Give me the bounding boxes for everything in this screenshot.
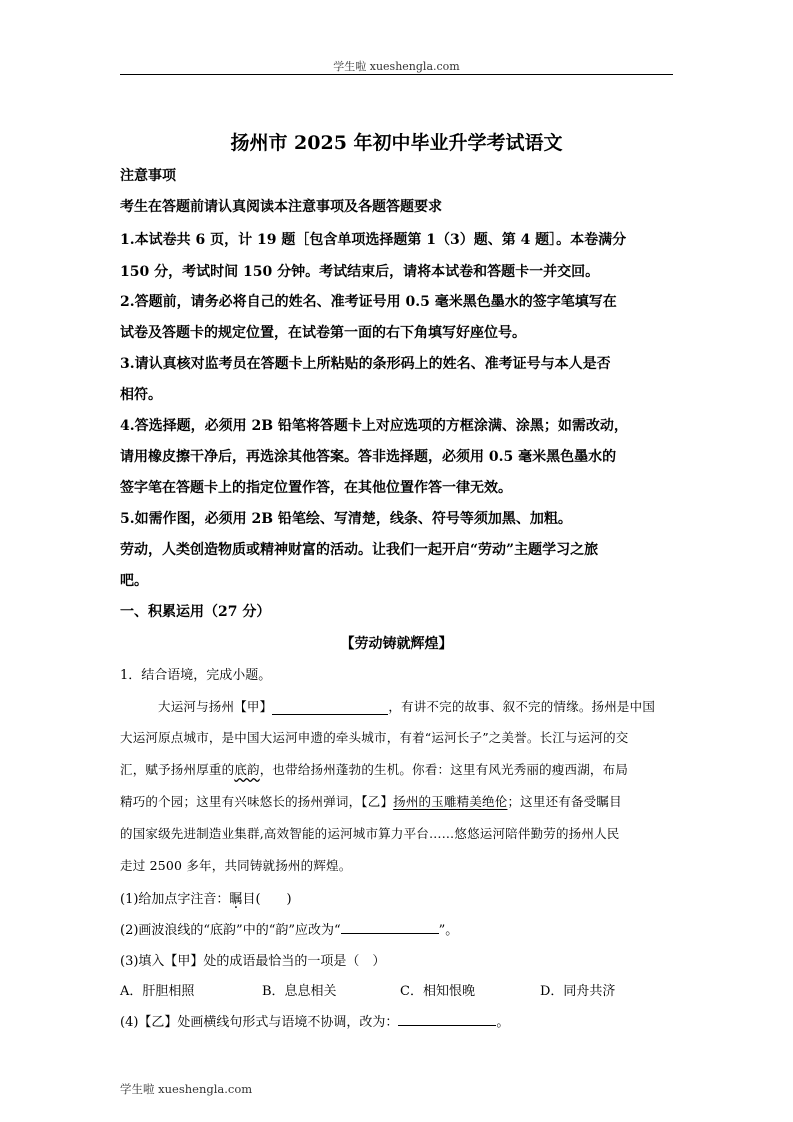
sub-question-text: (2)画波浪线的“底韵”中的“韵”应改为“ xyxy=(120,923,341,938)
dotted-character: 瞩 xyxy=(229,892,243,907)
answer-blank-2[interactable] xyxy=(341,921,439,934)
option-b[interactable]: B．息息相关 xyxy=(262,984,337,999)
option-d[interactable]: D．同舟共济 xyxy=(540,984,616,999)
notice-line: 5.如需作图，必须用 2B 铅笔绘、写清楚，线条、符号等须加黑、加粗。 xyxy=(120,511,572,527)
page-header-site: 学生啦 xueshengla.com xyxy=(333,60,460,73)
wavy-underlined-word: 底韵 xyxy=(234,762,260,777)
question-1-stem: 1．结合语境，完成小题。 xyxy=(120,668,272,683)
notice-line: 4.答选择题，必须用 2B 铅笔将答题卡上对应选项的方框涂满、涂黑；如需改动， xyxy=(120,418,628,434)
notice-line: 3.请认真核对监考员在答题卡上所粘贴的条形码上的姓名、准考证号与本人是否 xyxy=(120,356,611,372)
notice-line: 试卷及答题卡的规定位置，在试卷第一面的右下角填写好座位号。 xyxy=(120,325,526,341)
passage-line-2: 大运河原点城市，是中国大运河申遗的牵头城市，有着“运河长子”之美誉。长江与运河的交 xyxy=(120,730,629,745)
passage-line-1 xyxy=(158,697,678,715)
theme-intro-line: 劳动，人类创造物质或精神财富的活动。让我们一起开启“劳动”主题学习之旅 xyxy=(120,542,599,558)
notice-line: 相符。 xyxy=(120,387,162,403)
sub-question-1 xyxy=(120,888,680,907)
passage-text: ，有讲不完的故事、叙不完的情缘。扬州是中国 xyxy=(388,699,656,714)
option-c[interactable]: C．相知恨晚 xyxy=(400,984,475,999)
passage-line-6: 走过 2500 多年，共同铸就扬州的辉煌。 xyxy=(120,858,352,873)
sub-question-text: (4)【乙】处画横线句形式与语境不协调，改为： xyxy=(120,1015,399,1030)
notice-line: 1.本试卷共 6 页，计 19 题［包含单项选择题第 1（3）题、第 4 题］。本卷满分 xyxy=(120,232,627,248)
sub-question-text: 目( ) xyxy=(242,892,292,907)
passage-text: ，也带给扬州蓬勃的生机。你看：这里有风光秀丽的瘦西湖，布局 xyxy=(259,762,629,777)
notice-line: 150 分，考试时间 150 分钟。考试结束后，请将本试卷和答题卡一并交回。 xyxy=(120,264,600,280)
underlined-sentence: 扬州的玉雕精美绝伦 xyxy=(393,794,508,809)
header-divider xyxy=(120,74,673,75)
passage-text: ；这里还有备受瞩目 xyxy=(507,794,622,809)
sub-question-3: (3)填入【甲】处的成语最恰当的一项是（ ） xyxy=(120,954,386,969)
answer-blank-jia[interactable] xyxy=(272,699,388,715)
sub-question-2 xyxy=(120,919,680,938)
passage-text: 汇，赋予扬州厚重的 xyxy=(120,762,235,777)
section-heading: 一、积累运用（27 分） xyxy=(120,604,271,620)
exam-title: 扬州市 2025 年初中毕业升学考试语文 xyxy=(230,132,563,154)
passage-text: 大运河与扬州【甲】 xyxy=(158,699,273,714)
passage-line-4 xyxy=(120,792,676,810)
theme-intro-line: 吧。 xyxy=(120,573,148,589)
passage-text: 精巧的个园；这里有兴味悠长的扬州弹词，【乙】 xyxy=(120,794,394,809)
notice-intro: 考生在答题前请认真阅读本注意事项及各题答题要求 xyxy=(120,199,442,215)
notice-line: 请用橡皮擦干净后，再选涂其他答案。答非选择题，必须用 0.5 毫米黑色墨水的 xyxy=(120,449,617,465)
answer-blank-4[interactable] xyxy=(398,1013,496,1026)
passage-line-5: 的国家级先进制造业集群,高效智能的运河城市算力平台……悠悠运河陪伴勤劳的扬州人民 xyxy=(120,826,620,841)
option-a[interactable]: A．肝胆相照 xyxy=(120,984,195,999)
sub-question-4 xyxy=(120,1011,680,1030)
notice-heading: 注意事项 xyxy=(120,168,176,184)
passage-line-3 xyxy=(120,760,676,778)
notice-line: 2.答题前，请务必将自己的姓名、准考证号用 0.5 毫米黑色墨水的签字笔填写在 xyxy=(120,294,617,310)
sub-question-text: ”。 xyxy=(438,923,459,938)
sub-question-text: 。 xyxy=(496,1015,510,1030)
notice-line: 签字笔在答题卡上的指定位置作答，在其他位置作答一律无效。 xyxy=(120,480,512,496)
page-footer-site: 学生啦 xueshengla.com xyxy=(120,1082,253,1096)
subsection-title: 【劳动铸就辉煌】 xyxy=(340,636,453,652)
sub-question-text: (1)给加点字注音： xyxy=(120,892,230,907)
